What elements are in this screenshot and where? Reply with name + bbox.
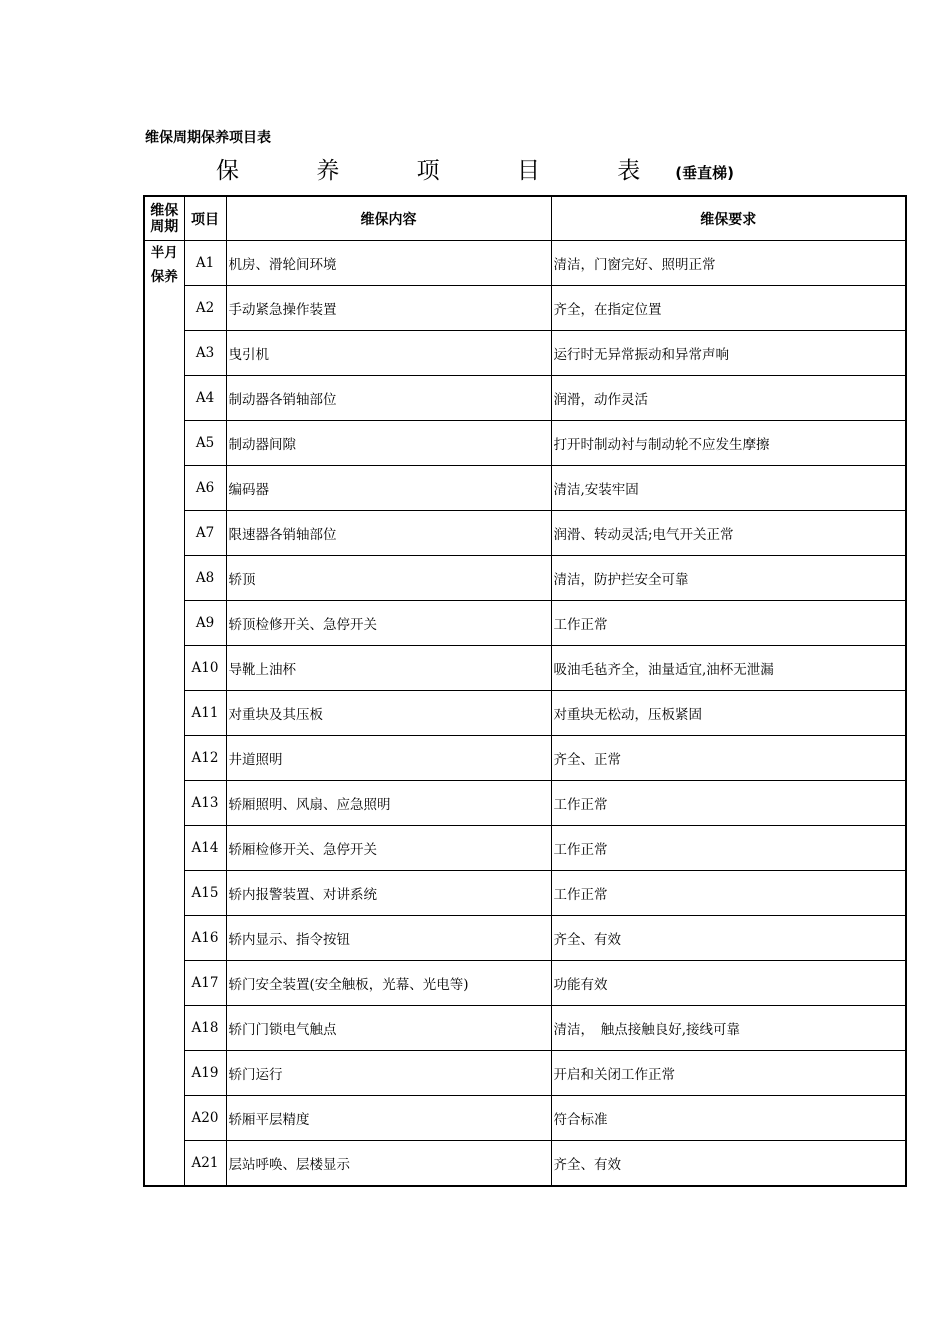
item-content: 轿顶 bbox=[226, 556, 551, 601]
item-code: A15 bbox=[184, 871, 226, 916]
item-requirement: 开启和关闭工作正常 bbox=[551, 1051, 906, 1096]
item-code: A16 bbox=[184, 916, 226, 961]
item-requirement: 功能有效 bbox=[551, 961, 906, 1006]
item-code: A19 bbox=[184, 1051, 226, 1096]
item-code: A3 bbox=[184, 331, 226, 376]
item-requirement: 齐全，在指定位置 bbox=[551, 286, 906, 331]
item-content: 机房、滑轮间环境 bbox=[226, 241, 551, 286]
item-requirement: 工作正常 bbox=[551, 781, 906, 826]
table-row bbox=[144, 511, 906, 556]
item-code: A14 bbox=[184, 826, 226, 871]
table-row bbox=[144, 331, 906, 376]
item-code: A21 bbox=[184, 1141, 226, 1187]
item-content: 轿内显示、指令按钮 bbox=[226, 916, 551, 961]
item-content: 轿厢检修开关、急停开关 bbox=[226, 826, 551, 871]
item-content: 轿厢照明、风扇、应急照明 bbox=[226, 781, 551, 826]
item-content: 编码器 bbox=[226, 466, 551, 511]
item-content: 轿门运行 bbox=[226, 1051, 551, 1096]
table-row bbox=[144, 646, 906, 691]
item-code: A5 bbox=[184, 421, 226, 466]
item-requirement: 工作正常 bbox=[551, 826, 906, 871]
item-code: A12 bbox=[184, 736, 226, 781]
item-code: A8 bbox=[184, 556, 226, 601]
maintenance-table bbox=[143, 195, 907, 1187]
item-content: 曳引机 bbox=[226, 331, 551, 376]
table-header-row bbox=[144, 196, 906, 241]
item-requirement: 符合标准 bbox=[551, 1096, 906, 1141]
item-content: 井道照明 bbox=[226, 736, 551, 781]
table-row bbox=[144, 871, 906, 916]
item-code: A11 bbox=[184, 691, 226, 736]
item-requirement: 齐全、正常 bbox=[551, 736, 906, 781]
table-row bbox=[144, 781, 906, 826]
header-period bbox=[144, 196, 184, 241]
item-content: 轿门门锁电气触点 bbox=[226, 1006, 551, 1051]
item-content: 层站呼唤、层楼显示 bbox=[226, 1141, 551, 1187]
item-code: A1 bbox=[184, 241, 226, 286]
item-code: A2 bbox=[184, 286, 226, 331]
table-row bbox=[144, 1141, 906, 1187]
item-code: A17 bbox=[184, 961, 226, 1006]
period-cell bbox=[144, 241, 184, 1187]
item-content: 制动器间隙 bbox=[226, 421, 551, 466]
table-row bbox=[144, 286, 906, 331]
item-content: 轿厢平层精度 bbox=[226, 1096, 551, 1141]
header-code: 项目 bbox=[184, 196, 226, 241]
table-row bbox=[144, 1051, 906, 1096]
item-content: 轿门安全装置(安全触板，光幕、光电等) bbox=[226, 961, 551, 1006]
table-row bbox=[144, 826, 906, 871]
item-requirement: 清洁，防护拦安全可靠 bbox=[551, 556, 906, 601]
item-code: A13 bbox=[184, 781, 226, 826]
table-row bbox=[144, 556, 906, 601]
item-code: A4 bbox=[184, 376, 226, 421]
item-content: 手动紧急操作装置 bbox=[226, 286, 551, 331]
title-main: 保 养 项 目 表 bbox=[216, 158, 676, 184]
table-row bbox=[144, 736, 906, 781]
title-suffix: (垂直梯) bbox=[675, 164, 734, 182]
item-code: A20 bbox=[184, 1096, 226, 1141]
period-line2: 保养 bbox=[150, 269, 178, 285]
item-requirement: 清洁，门窗完好、照明正常 bbox=[551, 241, 906, 286]
item-content: 对重块及其压板 bbox=[226, 691, 551, 736]
table-row bbox=[144, 916, 906, 961]
item-requirement: 吸油毛毡齐全，油量适宜,油杯无泄漏 bbox=[551, 646, 906, 691]
table-body bbox=[144, 241, 906, 1187]
item-requirement: 润滑、转动灵活;电气开关正常 bbox=[551, 511, 906, 556]
table-row bbox=[144, 1006, 906, 1051]
item-requirement: 打开时制动衬与制动轮不应发生摩擦 bbox=[551, 421, 906, 466]
item-requirement: 清洁,安装牢固 bbox=[551, 466, 906, 511]
item-code: A6 bbox=[184, 466, 226, 511]
item-content: 限速器各销轴部位 bbox=[226, 511, 551, 556]
table-row bbox=[144, 1096, 906, 1141]
item-requirement: 润滑，动作灵活 bbox=[551, 376, 906, 421]
header-content: 维保内容 bbox=[226, 196, 551, 241]
table-row bbox=[144, 691, 906, 736]
table-row bbox=[144, 241, 906, 286]
item-code: A10 bbox=[184, 646, 226, 691]
item-content: 制动器各销轴部位 bbox=[226, 376, 551, 421]
document-heading: 维保周期保养项目表 bbox=[145, 130, 271, 146]
item-requirement: 对重块无松动，压板紧固 bbox=[551, 691, 906, 736]
item-requirement: 清洁， 触点接触良好,接线可靠 bbox=[551, 1006, 906, 1051]
header-requirement: 维保要求 bbox=[551, 196, 906, 241]
item-code: A18 bbox=[184, 1006, 226, 1051]
item-requirement: 工作正常 bbox=[551, 871, 906, 916]
item-code: A7 bbox=[184, 511, 226, 556]
table-row bbox=[144, 601, 906, 646]
table-row bbox=[144, 466, 906, 511]
item-requirement: 运行时无异常振动和异常声响 bbox=[551, 331, 906, 376]
table-row bbox=[144, 961, 906, 1006]
header-period-line2: 周期 bbox=[150, 218, 179, 235]
table-title bbox=[0, 152, 950, 185]
table-row bbox=[144, 376, 906, 421]
item-requirement: 工作正常 bbox=[551, 601, 906, 646]
item-content: 轿内报警装置、对讲系统 bbox=[226, 871, 551, 916]
table-row bbox=[144, 421, 906, 466]
period-line1: 半月 bbox=[150, 245, 178, 261]
item-content: 导靴上油杯 bbox=[226, 646, 551, 691]
item-code: A9 bbox=[184, 601, 226, 646]
item-content: 轿顶检修开关、急停开关 bbox=[226, 601, 551, 646]
item-requirement: 齐全、有效 bbox=[551, 916, 906, 961]
item-requirement: 齐全、有效 bbox=[551, 1141, 906, 1187]
header-period-line1: 维保 bbox=[150, 202, 179, 219]
